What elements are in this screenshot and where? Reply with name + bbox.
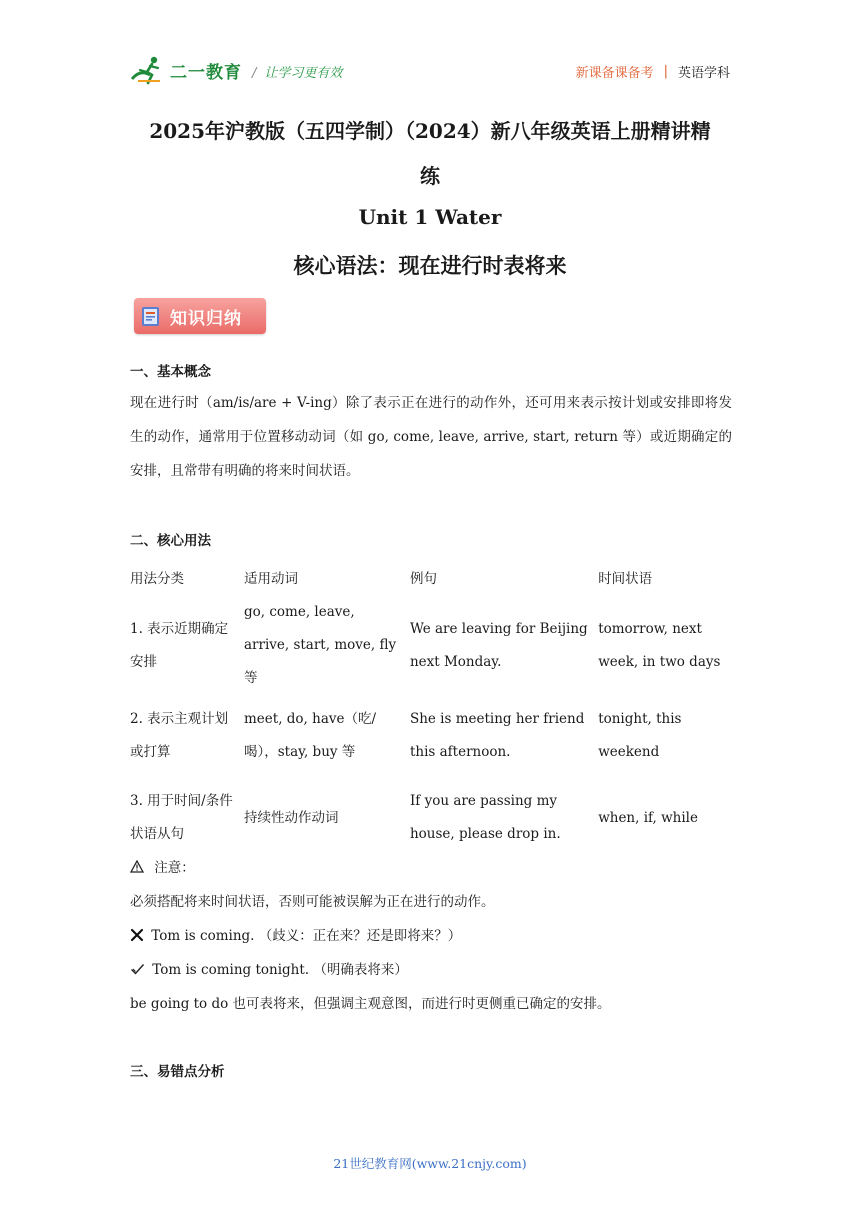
right-example-text: Tom is coming tonight. （明确表将来） <box>152 962 408 978</box>
badge-label: 知识归纳 <box>170 308 242 329</box>
table-cell: 3. 用于时间/条件状语从句 <box>130 793 233 842</box>
section-basic-concept <box>130 360 732 380</box>
usage-table <box>130 562 732 859</box>
check-icon <box>130 962 145 980</box>
note-text: be going to do 也可表将来，但强调主观意图，而进行时更侧重已确定的安排。 <box>130 996 611 1012</box>
note-label: 注意： <box>154 860 195 876</box>
table-header-cell: 例句 <box>409 570 437 587</box>
section-core-usage <box>130 529 732 549</box>
document-title-line2: 练 <box>420 164 440 188</box>
table-row <box>130 695 732 777</box>
section-error-analysis <box>130 1060 732 1080</box>
brand-logo <box>130 55 242 85</box>
page-header <box>130 55 730 91</box>
header-subject-label: 英语学科 <box>677 66 730 81</box>
table-cell: tomorrow, next week, in two days <box>598 620 721 670</box>
slogan: / 让学习更有效 <box>252 66 343 81</box>
table-row <box>130 596 732 695</box>
unit-title: Unit 1 Water <box>358 205 502 229</box>
table-cell: We are leaving for Beijing next Monday. <box>409 620 588 670</box>
cross-icon <box>130 928 144 946</box>
wrong-example-text: Tom is coming. （歧义：正在来？还是即将来？） <box>151 928 462 944</box>
table-header-cell: 适用动词 <box>243 570 298 587</box>
book-icon <box>140 304 162 328</box>
table-header-row <box>130 562 732 596</box>
table-header-cell: 时间状语 <box>598 570 653 587</box>
slogan-text: 让学习更有效 <box>264 66 343 81</box>
section-paragraph: 现在进行时（am/is/are + V-ing）除了表示正在进行的动作外，还可用来表示按计划或安排即将发生的动作，通常用于位置移动动词（如 go, come, leave, arrive, start, return 等）或近期确定的安排，且常带有明确的将来时间状语。 <box>130 395 732 479</box>
table-cell: when, if, while <box>598 809 698 826</box>
section-heading: 三、易错点分析 <box>130 1064 225 1080</box>
section-heading: 二、核心用法 <box>130 533 211 549</box>
note-text: 必须搭配将来时间状语，否则可能被误解为正在进行的动作。 <box>130 894 495 910</box>
wrong-example <box>130 924 461 946</box>
table-cell: 持续性动作动词 <box>243 809 339 826</box>
grammar-title: 核心语法：现在进行时表将来 <box>293 253 567 278</box>
table-cell: 1. 表示近期确定安排 <box>130 620 229 670</box>
right-example <box>130 958 408 980</box>
table-cell: 2. 表示主观计划或打算 <box>130 711 229 760</box>
section-heading: 一、基本概念 <box>130 364 211 380</box>
table-cell: meet, do, have（吃/喝），stay, buy 等 <box>243 711 377 760</box>
header-course-label: 新课备课备考 <box>575 66 654 81</box>
header-separator: | <box>663 64 668 79</box>
table-row <box>130 777 732 859</box>
logo-text: 二一教育 <box>170 62 242 83</box>
knowledge-summary-badge <box>134 298 266 334</box>
runner-logo-icon <box>130 55 168 85</box>
table-cell: She is meeting her friend this afternoon. <box>409 711 585 760</box>
page-footer: 21世纪教育网(www.21cnjy.com) <box>333 1156 527 1171</box>
header-subject <box>576 62 730 81</box>
table-header-cell: 用法分类 <box>130 570 184 587</box>
table-cell: If you are passing my house, please drop in. <box>409 793 561 842</box>
document-title-line1: 2025年沪教版（五四学制）（2024）新八年级英语上册精讲精 <box>149 119 711 143</box>
note-warning <box>130 856 195 877</box>
table-cell: go, come, leave, arrive, start, move, fly 等 <box>243 604 397 686</box>
table-cell: tonight, this weekend <box>598 711 682 760</box>
warning-icon <box>130 860 144 877</box>
